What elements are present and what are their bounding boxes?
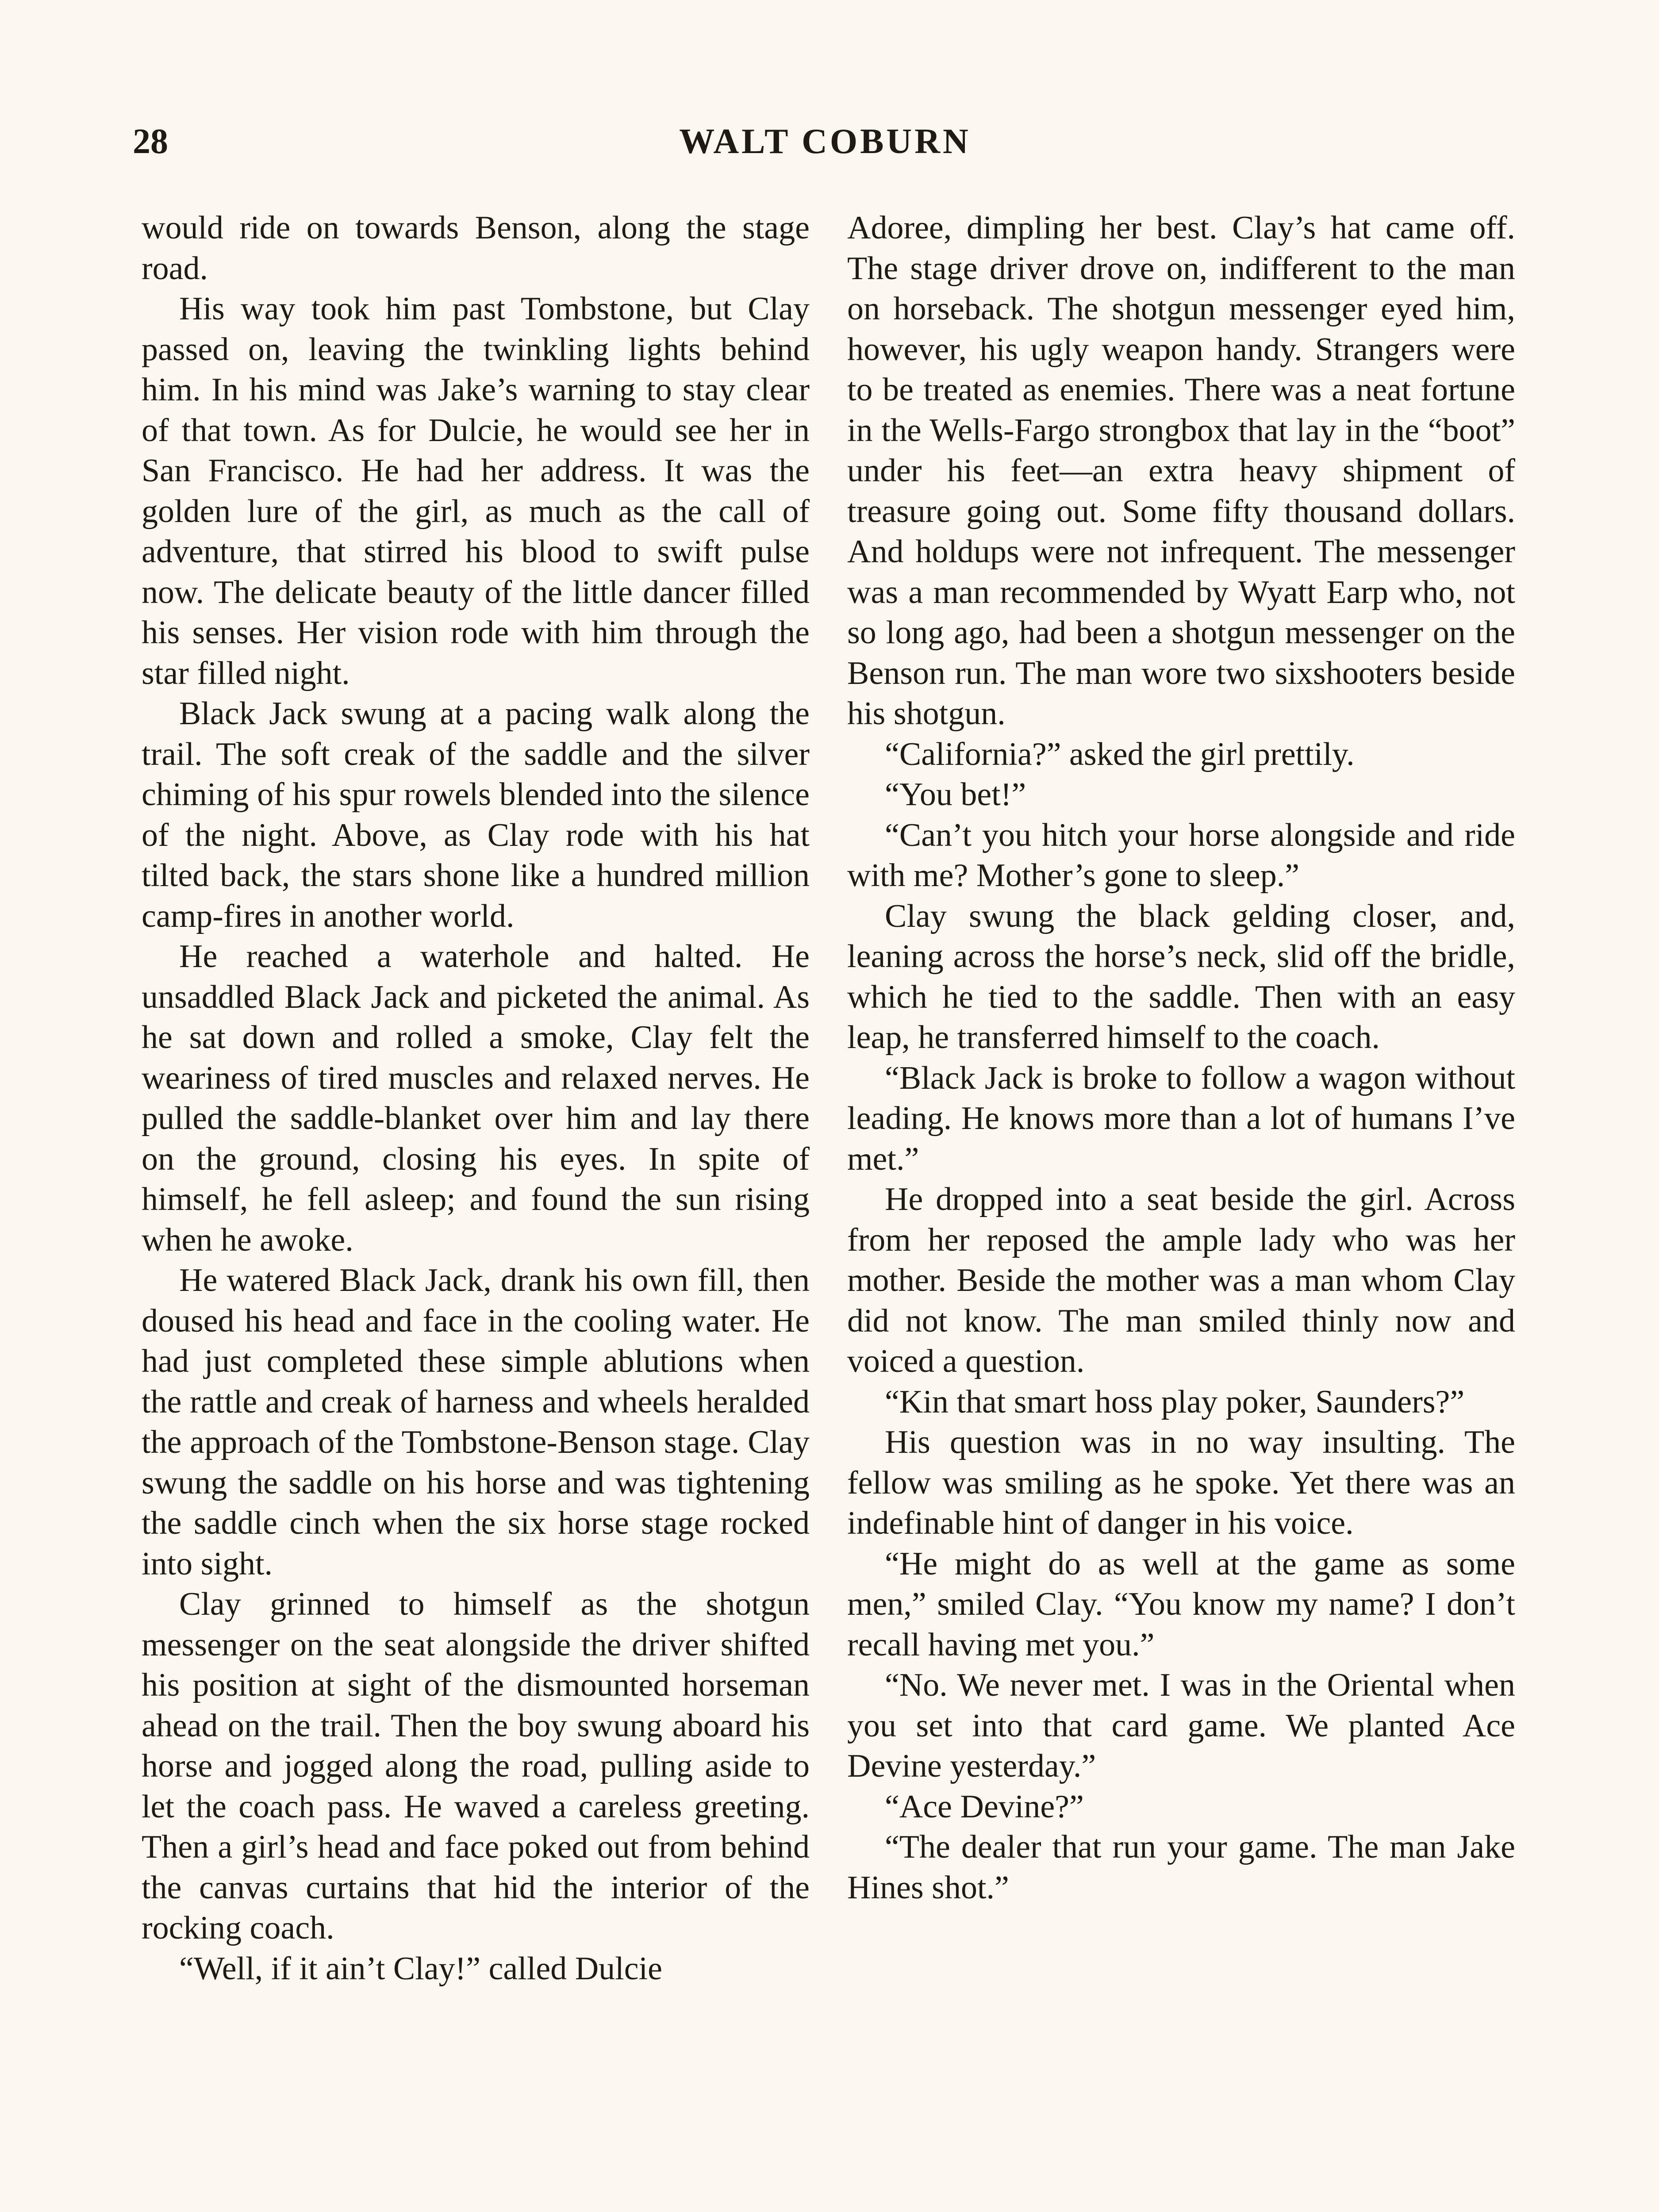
paragraph: “You bet!” [885,776,1026,813]
page-number: 28 [133,122,168,161]
paragraph: He dropped into a seat beside the girl. Across from her reposed the ample lady who was her mother. Beside the mother was a man whom Clay did not know. The man smiled thinly now and voiced a question. [847,1181,1515,1379]
paragraph: Black Jack swung at a pacing walk along the trail. The soft creak of the saddle and the silver chiming of his spur rowels blended into the silence of the night. Above, as Clay rode with his hat tilted back, the stars shone like a hundred million camp-fires in another world. [142,695,810,934]
text-column-left [142,208,810,2212]
paragraph: “Ace Devine?” [885,1788,1084,1825]
paragraph: Clay swung the black gelding closer, and, leaning across the horse’s neck, slid off the bridle, which he tied to the saddle. Then with an easy leap, he transferred himself to the coach. [847,898,1515,1056]
paragraph: He watered Black Jack, drank his own fill, then doused his head and face in the cooling water. He had just completed these simple ablutions when the rattle and creak of harness and wheels heralded the approach of the Tombstone-Benson stage. Clay swung the saddle on his horse and was tightening the saddle cinch when the six horse stage rocked into sight. [142,1262,810,1582]
text-column-right [847,208,1515,2212]
running-head: WALT COBURN [679,122,971,161]
paragraph: “California?” asked the girl prettily. [885,736,1355,772]
paragraph: “Can’t you hitch your horse alongside and ride with me? Mother’s gone to sleep.” [847,817,1515,894]
paragraph: “No. We never met. I was in the Oriental when you set into that card game. We planted Ace Devine yesterday.” [847,1667,1515,1784]
paragraph: “Kin that smart hoss play poker, Saunders?” [885,1383,1465,1420]
paragraph: He reached a waterhole and halted. He unsaddled Black Jack and picketed the animal. As he sat down and rolled a smoke, Clay felt the weariness of tired muscles and relaxed nerves. He pulled the saddle-blanket over him and lay there on the ground, closing his eyes. In spite of himself, he fell asleep; and found the sun rising when he awoke. [142,938,810,1258]
paragraph: Adoree, dimpling her best. Clay’s hat came off. The stage driver drove on, indifferent to the man on horseback. The shotgun messenger eyed him, however, his ugly weapon handy. Strangers were to be treated as enemies. There was a neat fortune in the Wells-Fargo strongbox that lay in the “boot” under his feet—an extra heavy shipment of treasure going out. Some fifty thousand dollars. And holdups were not infrequent. The messenger was a man recommended by Wyatt Earp who, not so long ago, had been a shotgun messenger on the Benson run. The man wore two sixshooters beside his shotgun. [847,210,1515,732]
paragraph: “He might do as well at the game as some men,” smiled Clay. “You know my name? I don’t recall having met you.” [847,1545,1515,1663]
paragraph: “Well, if it ain’t Clay!” called Dulcie [179,1950,662,1987]
paragraph: His way took him past Tombstone, but Clay passed on, leaving the twinkling lights behind him. In his mind was Jake’s warning to stay clear of that town. As for Dulcie, he would see her in San Francisco. He had her address. It was the golden lure of the girl, as much as the call of adventure, that stirred his blood to swift pulse now. The delicate beauty of the little dancer filled his senses. Her vision rode with him through the star filled night. [142,291,810,691]
paragraph: “The dealer that run your game. The man Jake Hines shot.” [847,1829,1515,1906]
paragraph: Clay grinned to himself as the shotgun messenger on the seat alongside the driver shifted his position at sight of the dismounted horseman ahead on the trail. Then the boy swung aboard his horse and jogged along the road, pulling aside to let the coach pass. He waved a careless greeting. Then a girl’s head and face poked out from behind the canvas curtains that hid the interior of the rocking coach. [142,1586,810,1946]
paragraph: “Black Jack is broke to follow a wagon without leading. He knows more than a lot of humans I’ve met.” [847,1060,1515,1177]
paragraph: His question was in no way insulting. The fellow was smiling as he spoke. Yet there was an indefinable hint of danger in his voice. [847,1424,1515,1541]
page-header [133,119,1517,168]
paragraph: would ride on towards Benson, along the stage road. [142,210,810,287]
